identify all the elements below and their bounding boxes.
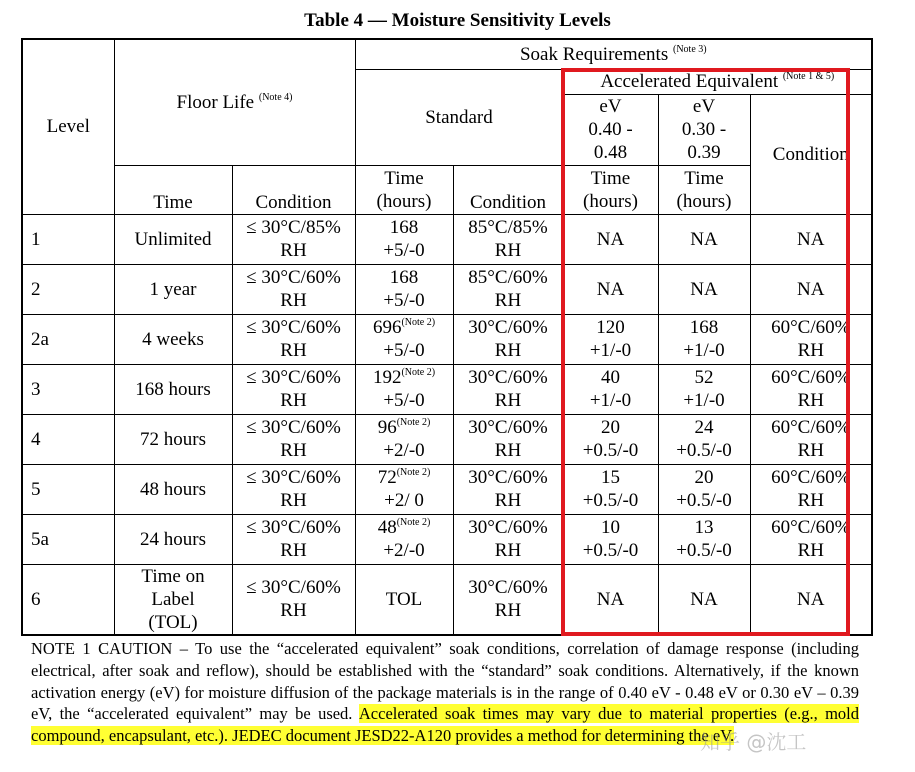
level-cell: 4	[22, 414, 114, 464]
accel1-time-cell: 10 +0.5/-0	[563, 514, 658, 564]
accel-condition-cell: NA	[750, 264, 872, 314]
standard-condition-cell: 85°C/60% RH	[453, 264, 563, 314]
standard-time-cell: $96^{(Note 2)}$ +2/-0	[355, 414, 453, 464]
accel-condition-cell: 60°C/60% RH	[750, 514, 872, 564]
accel2-time-cell: NA	[658, 214, 750, 264]
level-header: Level	[22, 39, 114, 214]
floor-life-time-cell: 48 hours	[114, 464, 232, 514]
accel2-time-cell: 52 +1/-0	[658, 364, 750, 414]
table-row	[22, 464, 872, 514]
accel2-time-cell: 13 +0.5/-0	[658, 514, 750, 564]
accel-condition-cell: 60°C/60% RH	[750, 414, 872, 464]
accel-condition-cell: 60°C/60% RH	[750, 314, 872, 364]
level-cell: 2	[22, 264, 114, 314]
accel1-time-cell: 20 +0.5/-0	[563, 414, 658, 464]
table-row	[22, 364, 872, 414]
accel2-time-header: Time (hours)	[658, 165, 750, 214]
accel1-time-cell: NA	[563, 264, 658, 314]
level-cell: 5a	[22, 514, 114, 564]
standard-time-cell: $192^{(Note 2)}$ +5/-0	[355, 364, 453, 414]
standard-condition-cell: 30°C/60% RH	[453, 464, 563, 514]
table-row	[22, 564, 872, 635]
floor-life-condition-cell: ≤ 30°C/60% RH	[232, 514, 355, 564]
standard-header: Standard	[355, 69, 563, 165]
accel-condition-cell: 60°C/60% RH	[750, 364, 872, 414]
standard-condition-header: Condition	[453, 165, 563, 214]
accel-condition-cell: NA	[750, 564, 872, 635]
floor-life-condition-cell: ≤ 30°C/60% RH	[232, 464, 355, 514]
table-row	[22, 264, 872, 314]
floor-life-time-cell: Unlimited	[114, 214, 232, 264]
ev1-header: eV 0.40 - 0.48	[563, 94, 658, 165]
floor-life-time-cell: 168 hours	[114, 364, 232, 414]
floor-time-header: Time	[114, 165, 232, 214]
standard-time-cell: 168 +5/-0	[355, 264, 453, 314]
accel1-time-header: Time (hours)	[563, 165, 658, 214]
moisture-sensitivity-table	[21, 38, 873, 636]
table-row	[22, 414, 872, 464]
table-row	[22, 514, 872, 564]
note-text: NOTE 1 CAUTION – To use the “accelerated equivalent” soak conditions, correlation of damage response (including electrical, after soak and reflow), should be established with the “standard” soak conditions. Alternatively, if the known activation energy (eV) for moisture diffusion of the package materials is in the range of 0.40 eV - 0.48 eV or 0.30 eV – 0.39 eV, the “accelerated equivalent” may be used.	[31, 639, 859, 724]
level-cell: 5	[22, 464, 114, 514]
level-cell: 2a	[22, 314, 114, 364]
level-cell: 3	[22, 364, 114, 414]
standard-time-header: Time (hours)	[355, 165, 453, 214]
table-row	[22, 214, 872, 264]
floor-life-time-cell: 72 hours	[114, 414, 232, 464]
floor-life-time-cell: 1 year	[114, 264, 232, 314]
floor-life-header: Floor Life $^{(Note 4)}$	[114, 39, 355, 165]
accel-condition-cell: 60°C/60% RH	[750, 464, 872, 514]
ev2-header: eV 0.30 - 0.39	[658, 94, 750, 165]
table-row	[22, 314, 872, 364]
table-title: Table 4 — Moisture Sensitivity Levels	[304, 10, 611, 31]
standard-condition-cell: 30°C/60% RH	[453, 364, 563, 414]
table-body	[22, 214, 872, 635]
accel-condition-cell: NA	[750, 214, 872, 264]
floor-life-condition-cell: ≤ 30°C/60% RH	[232, 364, 355, 414]
accel1-time-cell: 40 +1/-0	[563, 364, 658, 414]
floor-life-condition-cell: ≤ 30°C/60% RH	[232, 314, 355, 364]
floor-life-time-cell: Time on Label (TOL)	[114, 564, 232, 635]
standard-time-cell: 168 +5/-0	[355, 214, 453, 264]
floor-life-time-cell: 4 weeks	[114, 314, 232, 364]
floor-life-time-cell: 24 hours	[114, 514, 232, 564]
floor-life-condition-cell: ≤ 30°C/60% RH	[232, 414, 355, 464]
accel2-time-cell: 24 +0.5/-0	[658, 414, 750, 464]
standard-time-cell: TOL	[355, 564, 453, 635]
accel1-time-cell: NA	[563, 564, 658, 635]
accelerated-condition-header: Condition	[750, 94, 872, 214]
standard-time-cell: $48^{(Note 2)}$ +2/-0	[355, 514, 453, 564]
standard-condition-cell: 30°C/60% RH	[453, 414, 563, 464]
accel2-time-cell: NA	[658, 564, 750, 635]
standard-time-cell: $696^{(Note 2)}$ +5/-0	[355, 314, 453, 364]
accel2-time-cell: 20 +0.5/-0	[658, 464, 750, 514]
soak-requirements-header: Soak Requirements $^{(Note 3)}$	[355, 39, 872, 69]
standard-condition-cell: 30°C/60% RH	[453, 314, 563, 364]
accel1-time-cell: 120 +1/-0	[563, 314, 658, 364]
watermark: 知乎 @沈工	[700, 730, 807, 754]
standard-condition-cell: 30°C/60% RH	[453, 514, 563, 564]
floor-life-condition-cell: ≤ 30°C/85% RH	[232, 214, 355, 264]
standard-condition-cell: 30°C/60% RH	[453, 564, 563, 635]
accel2-time-cell: 168 +1/-0	[658, 314, 750, 364]
floor-life-condition-cell: ≤ 30°C/60% RH	[232, 564, 355, 635]
accel1-time-cell: 15 +0.5/-0	[563, 464, 658, 514]
accel2-time-cell: NA	[658, 264, 750, 314]
accel1-time-cell: NA	[563, 214, 658, 264]
note-highlighted-text: Accelerated soak times may vary due to material properties (e.g., mold compound, encapsulant, etc.). JEDEC document JESD22-A120 provides a method for determining the eV.	[31, 704, 859, 746]
standard-condition-cell: 85°C/85% RH	[453, 214, 563, 264]
standard-time-cell: $72^{(Note 2)}$ +2/ 0	[355, 464, 453, 514]
floor-condition-header: Condition	[232, 165, 355, 214]
accelerated-header: Accelerated Equivalent $^{(Note 1 \& 5)}$	[563, 69, 872, 94]
level-cell: 1	[22, 214, 114, 264]
floor-life-condition-cell: ≤ 30°C/60% RH	[232, 264, 355, 314]
level-cell: 6	[22, 564, 114, 635]
